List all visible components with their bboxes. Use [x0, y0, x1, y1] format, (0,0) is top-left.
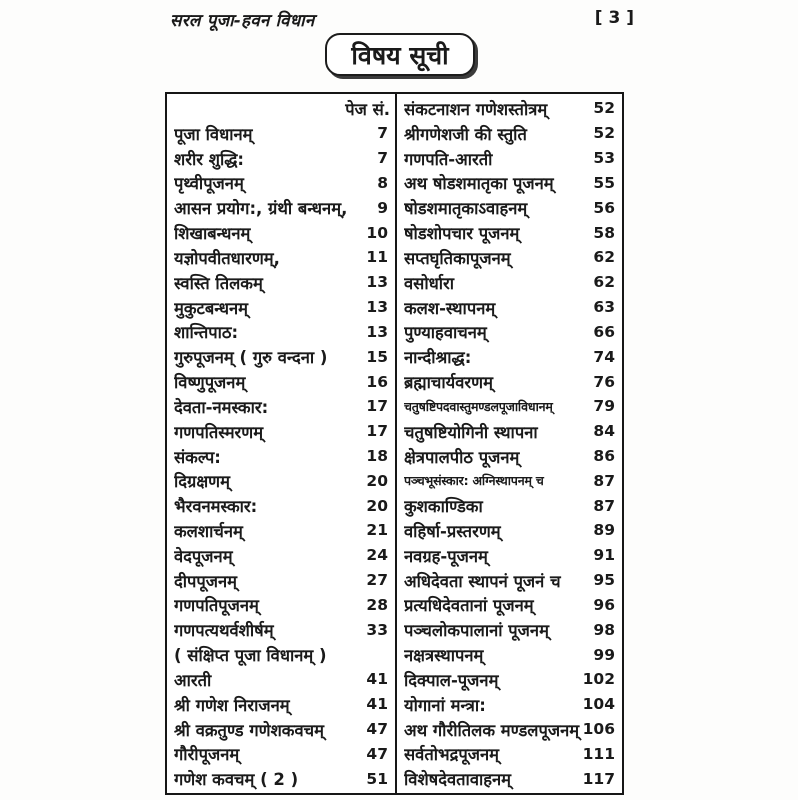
toc-row: [404, 667, 617, 692]
book-title: सरल पूजा-हवन विधान: [170, 11, 315, 31]
toc-entry-title: विशेषदेवतावाहनम्: [404, 770, 512, 790]
toc-entry-page: 104: [582, 695, 615, 714]
toc-row: [174, 742, 390, 767]
toc-row: [174, 667, 390, 692]
toc-entry-page: 17: [366, 397, 388, 416]
toc-entry-page: 102: [582, 670, 615, 689]
toc-entry-page: 89: [593, 521, 615, 540]
toc-entry-page: 79: [593, 397, 615, 416]
toc-row: [174, 717, 390, 742]
toc-entry-page: 47: [366, 744, 388, 763]
toc-row: [174, 593, 390, 618]
toc-row: [404, 568, 617, 593]
toc-entry-page: 20: [366, 471, 388, 490]
toc-row: [174, 518, 390, 543]
toc-entry-title: गुरुपूजनम् ( गुरु वन्दना ): [174, 348, 328, 368]
toc-entry-title: क्षेत्रपालपीठ पूजनम्: [404, 447, 520, 467]
toc-row: [174, 493, 390, 518]
page-title: विषय सूची: [351, 40, 449, 70]
toc-entry-title: आसन प्रयोग:, ग्रंथी बन्धनम्,: [174, 199, 348, 219]
toc-row: [404, 742, 617, 767]
toc-entry-page: 11: [366, 248, 388, 267]
toc-row: [404, 96, 617, 121]
toc-entry-title: श्री गणेश निराजनम्: [174, 695, 290, 715]
toc-row: [174, 692, 390, 717]
toc-row: [174, 642, 390, 667]
toc-row: [404, 493, 617, 518]
toc-row: [404, 419, 617, 444]
toc-entry-page: 58: [593, 223, 615, 242]
column-header-row: [174, 96, 390, 121]
toc-row: [174, 568, 390, 593]
toc-entry-title: नान्दीश्राद्ध:: [404, 348, 472, 368]
toc-row: [404, 270, 617, 295]
toc-entry-title: श्री वक्रतुण्ड गणेशकवचम्: [174, 720, 324, 740]
toc-entry-page: 7: [377, 124, 388, 143]
toc-entry-title: कुशकाण्डिका: [404, 497, 483, 517]
toc-entry-title: अथ षोडशमातृका पूजनम्: [404, 174, 554, 194]
toc-entry-page: 91: [593, 546, 615, 565]
toc-entry-title: शरीर शुद्धि:: [174, 149, 245, 169]
toc-entry-title: स्वस्ति तिलकम्: [174, 273, 263, 293]
toc-entry-title: षोडशोपचार पूजनम्: [404, 224, 520, 244]
toc-entry-title: गणेश कवचम् ( 2 ): [174, 770, 299, 790]
toc-entry-title: वसोर्धारा: [404, 273, 455, 293]
toc-entry-title: श्रीगणेशजी की स्तुति: [404, 124, 527, 144]
toc-row: [404, 319, 617, 344]
toc-entry-page: 41: [366, 695, 388, 714]
toc-entry-title: पूजा विधानम्: [174, 124, 253, 144]
toc-entry-title: गणपतिस्मरणम्: [174, 422, 264, 442]
toc-entry-page: 51: [366, 769, 388, 788]
toc-entry-title: नक्षत्रस्थापनम्: [404, 646, 484, 666]
toc-entry-title: संकटनाशन गणेशस्तोत्रम्: [404, 99, 548, 119]
toc-entry-page: 15: [366, 347, 388, 366]
toc-row: [404, 195, 617, 220]
toc-row: [404, 146, 617, 171]
toc-entry-title: षोडशमातृकाऽवाहनम्: [404, 199, 528, 219]
toc-entry-page: 95: [593, 571, 615, 590]
toc-entry-title: भैरवनमस्कार:: [174, 497, 258, 517]
toc-entry-title: शिखाबन्धनम्: [174, 224, 251, 244]
toc-row: [174, 121, 390, 146]
toc-row: [174, 220, 390, 245]
toc-entry-title: ब्रह्माचार्यवरणम्: [404, 373, 493, 393]
toc-row: [174, 543, 390, 568]
toc-entry-page: 98: [593, 620, 615, 639]
toc-entry-title: संकल्प:: [174, 447, 221, 467]
toc-entry-page: 47: [366, 720, 388, 739]
toc-entry-page: 87: [593, 471, 615, 490]
toc-entry-title: सप्तघृतिकापूजनम्: [404, 248, 511, 268]
toc-entry-title: मुकुटबन्धनम्: [174, 298, 249, 318]
toc-entry-page: 33: [366, 620, 388, 639]
toc-row: [404, 593, 617, 618]
toc-entry-page: 62: [593, 273, 615, 292]
toc-entry-title: ( संक्षिप्त पूजा विधानम् ): [174, 646, 327, 666]
toc-entry-page: 13: [366, 322, 388, 341]
toc-row: [174, 394, 390, 419]
toc-entry-title: देवता-नमस्कार:: [174, 397, 269, 417]
toc-entry-page: 28: [366, 595, 388, 614]
page-number: [ 3 ]: [594, 8, 634, 28]
toc-row: [174, 419, 390, 444]
toc-entry-page: 52: [593, 124, 615, 143]
toc-row: [404, 766, 617, 791]
toc-row: [174, 270, 390, 295]
toc-entry-page: 63: [593, 298, 615, 317]
toc-entry-title: वहिर्षा-प्रस्तरणम्: [404, 521, 501, 541]
toc-row: [404, 444, 617, 469]
toc-entry-page: 55: [593, 173, 615, 192]
toc-row: [404, 717, 617, 742]
toc-entry-page: 87: [593, 496, 615, 515]
toc-entry-title: कलशार्चनम्: [174, 521, 243, 541]
toc-row: [404, 468, 617, 493]
toc-row: [404, 692, 617, 717]
toc-entry-page: 106: [582, 720, 615, 739]
toc-entry-page: 53: [593, 149, 615, 168]
toc-entry-title: चतुषष्टियोगिनी स्थापना: [404, 422, 538, 442]
toc-row: [404, 121, 617, 146]
toc-row: [174, 617, 390, 642]
toc-row: [174, 468, 390, 493]
toc-entry-title: नवग्रह-पूजनम्: [404, 546, 488, 566]
toc-entry-title: कलश-स्थापनम्: [404, 298, 496, 318]
toc-entry-title: पञ्चभूसंस्कार: अग्निस्थापनम् च: [404, 473, 544, 489]
toc-entry-page: 24: [366, 546, 388, 565]
toc-entry-title: वेदपूजनम्: [174, 546, 233, 566]
toc-entry-title: दिग्रक्षणम्: [174, 472, 230, 492]
toc-entry-title: पञ्चलोकपालानां पूजनम्: [404, 621, 549, 641]
toc-entry-title: अधिदेवता स्थापनं पूजनं च: [404, 571, 561, 591]
toc-row: [174, 319, 390, 344]
toc-entry-page: 27: [366, 571, 388, 590]
toc-entry-page: 86: [593, 447, 615, 465]
toc-entry-page: 13: [366, 298, 388, 317]
running-head: [0, 8, 798, 32]
toc-entry-title: योगानां मन्त्रा:: [404, 695, 486, 715]
toc-entry-page: 17: [366, 422, 388, 441]
toc-row: [174, 170, 390, 195]
toc-entry-page: 52: [593, 99, 615, 118]
contents-table: [165, 92, 624, 795]
toc-entry-page: 9: [377, 198, 388, 217]
toc-entry-title: प्रत्यधिदेवतानां पूजनम्: [404, 596, 534, 616]
toc-row: [404, 220, 617, 245]
toc-entry-page: 8: [377, 173, 388, 192]
toc-row: [174, 369, 390, 394]
toc-entry-page: 10: [366, 223, 388, 242]
toc-entry-title: गौरीपूजनम्: [174, 745, 240, 765]
toc-row: [174, 444, 390, 469]
toc-row: [404, 344, 617, 369]
toc-row: [404, 369, 617, 394]
toc-row: [404, 170, 617, 195]
toc-entry-title: गणपति-आरती: [404, 149, 493, 169]
contents-right-column: [395, 94, 622, 793]
page-column-header: पेज सं.: [345, 99, 390, 119]
toc-entry-page: 16: [366, 372, 388, 391]
toc-row: [404, 617, 617, 642]
toc-entry-title: विष्णुपूजनम्: [174, 373, 246, 393]
toc-entry-title: पृथ्वीपूजनम्: [174, 174, 244, 194]
title-box: [325, 33, 475, 76]
toc-row: [174, 766, 390, 791]
toc-entry-title: अथ गौरीतिलक मण्डलपूजनम्: [404, 720, 580, 740]
toc-row: [404, 394, 617, 419]
toc-entry-title: गणपतिपूजनम्: [174, 596, 259, 616]
toc-row: [174, 245, 390, 270]
toc-row: [404, 543, 617, 568]
toc-entry-page: 20: [366, 496, 388, 515]
contents-left-column: [167, 94, 395, 793]
toc-entry-page: 21: [366, 521, 388, 540]
toc-entry-page: 18: [366, 447, 388, 465]
toc-entry-title: दीपपूजनम्: [174, 571, 238, 591]
toc-entry-title: चतुषष्टिपदवास्तुमण्डलपूजाविधानम्: [404, 398, 553, 414]
toc-entry-title: गणपत्यथर्वशीर्षम्: [174, 621, 274, 641]
toc-entry-page: 56: [593, 198, 615, 217]
toc-row: [174, 295, 390, 320]
toc-row: [404, 245, 617, 270]
toc-row: [174, 195, 390, 220]
toc-entry-page: 76: [593, 372, 615, 391]
toc-row: [404, 518, 617, 543]
toc-row: [174, 146, 390, 171]
toc-entry-title: आरती: [174, 670, 212, 690]
toc-entry-page: 99: [593, 645, 615, 664]
toc-entry-page: 7: [377, 149, 388, 168]
toc-entry-title: पुण्याहवाचनम्: [404, 323, 487, 343]
toc-entry-page: 66: [593, 322, 615, 341]
toc-entry-title: सर्वतोभद्रपूजनम्: [404, 745, 500, 765]
toc-entry-page: 13: [366, 273, 388, 292]
toc-row: [174, 344, 390, 369]
toc-entry-title: यज्ञोपवीतधारणम्,: [174, 248, 280, 268]
toc-entry-page: 62: [593, 248, 615, 267]
toc-row: [404, 295, 617, 320]
toc-entry-title: दिक्पाल-पूजनम्: [404, 670, 499, 690]
toc-entry-title: शान्तिपाठ:: [174, 323, 239, 343]
toc-entry-page: 96: [593, 595, 615, 614]
toc-entry-page: 111: [582, 744, 615, 763]
toc-entry-page: 41: [366, 670, 388, 689]
toc-row: [404, 642, 617, 667]
toc-entry-page: 84: [593, 422, 615, 441]
toc-entry-page: 117: [582, 769, 615, 788]
toc-entry-page: 74: [593, 347, 615, 366]
